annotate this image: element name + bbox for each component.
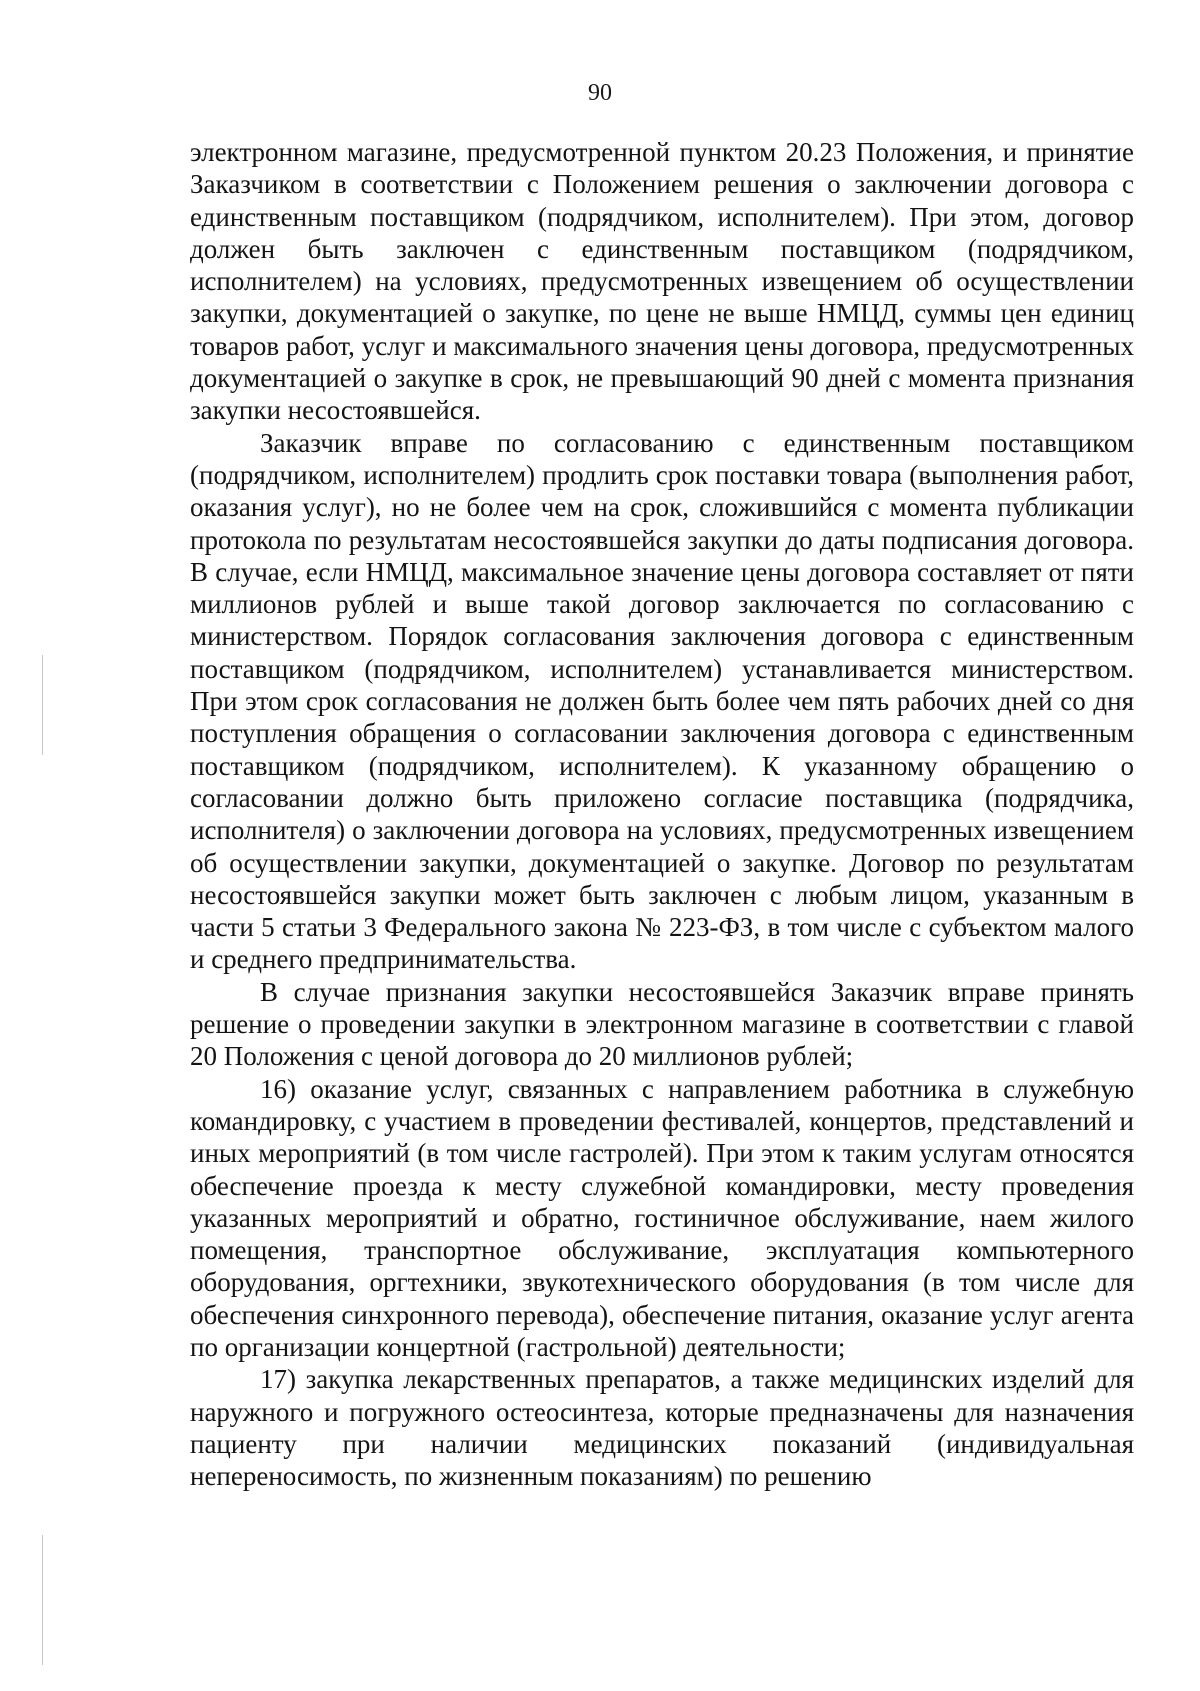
paragraph: электронном магазине, предусмотренной пунктом 20.23 Положения, и принятие Заказчиком в соответствии с Положением решения о заключении договора с единственным поставщиком (подрядчиком, исполнителем). При этом, договор должен быть заключен с единственным поставщиком (подрядчиком, исполнителем) на условиях, предусмотренных извещением об осуществлении закупки, документацией о закупке, по цене не выше НМЦД, суммы цен единиц товаров работ, услуг и максимального значения цены договора, предусмотренных документацией о закупке в срок, не превышающий 90 дней с момента признания закупки несостоявшейся.: [190, 137, 1134, 426]
scan-artifact-line: [42, 655, 43, 755]
document-body: [190, 136, 1134, 1492]
paragraph: Заказчик вправе по согласованию с единственным поставщиком (подрядчиком, исполнителем) продлить срок поставки товара (выполнения работ, оказания услуг), но не более чем на срок, сложившийся с момента публикации протокола по результатам несостоявшейся закупки до даты подписания договора. В случае, если НМЦД, максимальное значение цены договора составляет от пяти миллионов рублей и выше такой договор заключается по согласованию с министерством. Порядок согласования заключения договора с единственным поставщиком (подрядчиком, исполнителем) устанавливается министерством. При этом срок согласования не должен быть более чем пять рабочих дней со дня поступления обращения о согласовании заключения договора с единственным поставщиком (подрядчиком, исполнителем). К указанному обращению о согласовании должно быть приложено согласие поставщика (подрядчика, исполнителя) о заключении договора на условиях, предусмотренных извещением об осуществлении закупки, документацией о закупке. Договор по результатам несостоявшейся закупки может быть заключен с любым лицом, указанным в части 5 статьи 3 Федерального закона № 223-ФЗ, в том числе с субъектом малого и среднего предпринимательства.: [190, 427, 1134, 975]
scan-artifact-line: [42, 1535, 43, 1665]
page-number: 90: [588, 80, 612, 106]
paragraph: В случае признания закупки несостоявшейся Заказчик вправе принять решение о проведении закупки в электронном магазине в соответствии с главой 20 Положения с ценой договора до 20 миллионов рублей;: [190, 976, 1134, 1072]
list-item-16: 16) оказание услуг, связанных с направлением работника в служебную командировку, с участием в проведении фестивалей, концертов, представлений и иных мероприятий (в том числе гастролей). При этом к таким услугам относятся обеспечение проезда к месту служебной командировки, месту проведения указанных мероприятий и обратно, гостиничное обслуживание, наем жилого помещения, транспортное обслуживание, эксплуатация компьютерного оборудования, оргтехники, звукотехнического оборудования (в том числе для обеспечения синхронного перевода), обеспечение питания, оказание услуг агента по организации концертной (гастрольной) деятельности;: [190, 1073, 1134, 1362]
list-item-17: 17) закупка лекарственных препаратов, а также медицинских изделий для наружного и погружного остеосинтеза, которые предназначены для назначения пациенту при наличии медицинских показаний (индивидуальная непереносимость, по жизненным показаниям) по решению: [190, 1364, 1134, 1492]
